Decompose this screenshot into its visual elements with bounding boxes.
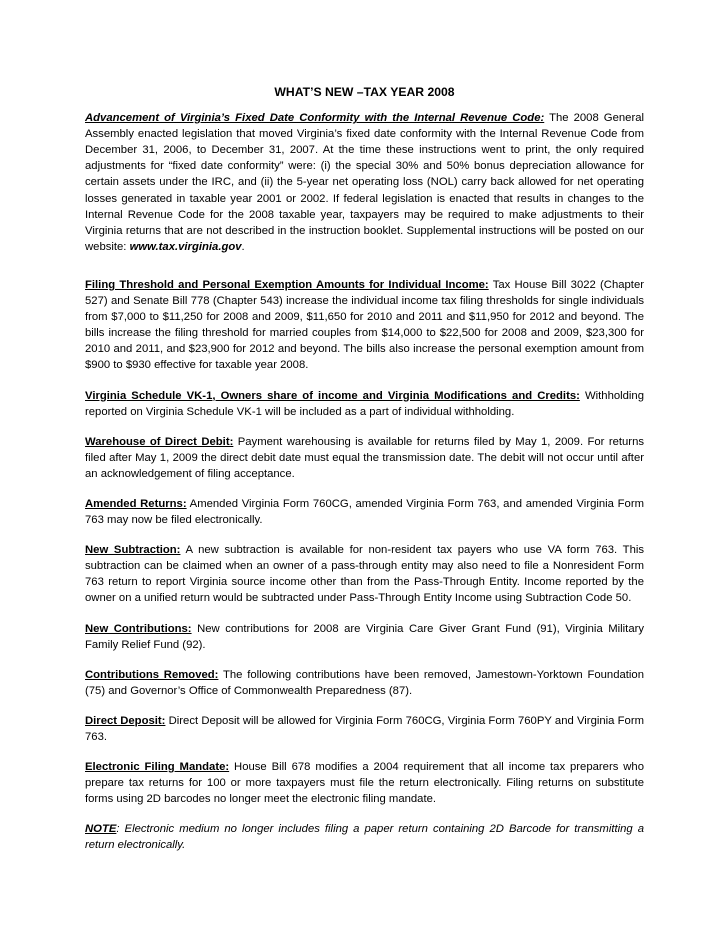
section-heading: Electronic Filing Mandate: — [85, 761, 230, 774]
section-body-end: . — [241, 240, 245, 253]
note-text: : Electronic medium no longer includes filing a paper return containing 2D Barcode for transmitting a return electronically. — [85, 823, 644, 852]
section-heading: Warehouse of Direct Debit: — [85, 435, 234, 448]
section-fixed-date-conformity — [85, 110, 644, 255]
section-new-contributions — [85, 621, 644, 653]
section-body: New contributions for 2008 are Virginia Care Giver Grant Fund (91), Virginia Military Family Relief Fund (92). — [85, 622, 645, 651]
section-heading: Advancement of Virginia’s Fixed Date Conformity with the Internal Revenue Code: — [85, 112, 545, 125]
section-body: Direct Deposit will be allowed for Virginia Form 760CG, Virginia Form 760PY and Virginia Form 763. — [85, 714, 644, 743]
section-body: The following contributions have been removed, Jamestown-Yorktown Foundation (75) and Governor’s Office of Commonwealth Preparedness (87). — [85, 668, 644, 697]
section-body: Payment warehousing is available for returns filed by May 1, 2009. For returns filed after May 1, 2009 the direct debit date must equal the transmission date. The debit will not occur until after an acknowledgement of filing acceptance. — [85, 435, 644, 480]
section-amended-returns — [85, 496, 644, 528]
section-heading: New Subtraction: — [85, 544, 181, 557]
section-schedule-vk1 — [85, 388, 644, 420]
section-body: The 2008 General Assembly enacted legislation that moved Virginia’s fixed date conformity with the Internal Revenue Code from December 31, 2006, to December 31, 2007. At the time these instructions went to print, the only required adjustments for “fixed date conformity” were: (i) the special 30% and 50% bonus depreciation allowance for certain assets under the IRC, and (ii) the 5-year net operating loss (NOL) carry back allowed for net operating losses generated in taxable year 2001 or 2002. If federal legislation is enacted that results in changes to the Internal Revenue Code for the 2008 taxable year, taxpayers may be required to make adjustments to their Virginia returns that are not described in the instruction booklet. Supplemental instructions will be posted on our website: — [85, 112, 644, 253]
section-electronic-filing-mandate — [85, 759, 644, 807]
section-heading: Contributions Removed: — [85, 668, 219, 681]
section-direct-deposit — [85, 713, 644, 745]
section-body: A new subtraction is available for non-resident tax payers who use VA form 763. This subtraction can be claimed when an owner of a pass-through entity may also need to file a Nonresident Form 763 return to report Virginia source income other than from the Pass-Through Entity. Income reported by the owner on a unified return would be subtracted under Pass-Through Entity Income using Subtraction Code 50. — [85, 544, 645, 605]
section-heading: Direct Deposit: — [85, 714, 166, 727]
section-new-subtraction — [85, 542, 644, 606]
section-heading: New Contributions: — [85, 622, 192, 635]
note-label: NOTE — [85, 823, 117, 836]
website-link[interactable]: www.tax.virginia.gov — [129, 240, 242, 253]
page-title: WHAT’S NEW –TAX YEAR 2008 — [274, 85, 455, 99]
section-body: Tax House Bill 3022 (Chapter 527) and Senate Bill 778 (Chapter 543) increase the individual income tax filing thresholds for single individuals from $7,000 to $11,250 for 2008 and 2009, $11,650 for 2010 and 2011 and $11,950 for 2012 and beyond. The bills increase the filing threshold for married couples from $14,000 to $22,500 for 2008 and 2009, $23,300 for 2010 and 2011, and $23,900 for 2012 and beyond. The bills also increase the personal exemption amount from $900 to $930 effective for taxable year 2008. — [85, 278, 644, 372]
note-paragraph — [85, 821, 644, 853]
section-body: Withholding reported on Virginia Schedule VK-1 will be included as a part of individual withholding. — [85, 389, 644, 418]
section-contributions-removed — [85, 667, 644, 699]
section-heading: Amended Returns: — [85, 497, 187, 510]
section-filing-threshold — [85, 277, 644, 374]
section-warehouse-direct-debit — [85, 434, 644, 482]
section-heading: Filing Threshold and Personal Exemption Amounts for Individual Income: — [85, 278, 489, 291]
section-body: Amended Virginia Form 760CG, amended Virginia Form 763, and amended Virginia Form 763 may now be filed electronically. — [85, 497, 644, 527]
section-heading: Virginia Schedule VK-1, Owners share of income and Virginia Modifications and Credits: — [85, 389, 580, 402]
section-body: House Bill 678 modifies a 2004 requirement that all income tax preparers who prepare tax returns for 100 or more taxpayers must file the return electronically. Filing returns on substitute forms using 2D barcodes no longer meet the electronic filing mandate. — [85, 761, 644, 806]
